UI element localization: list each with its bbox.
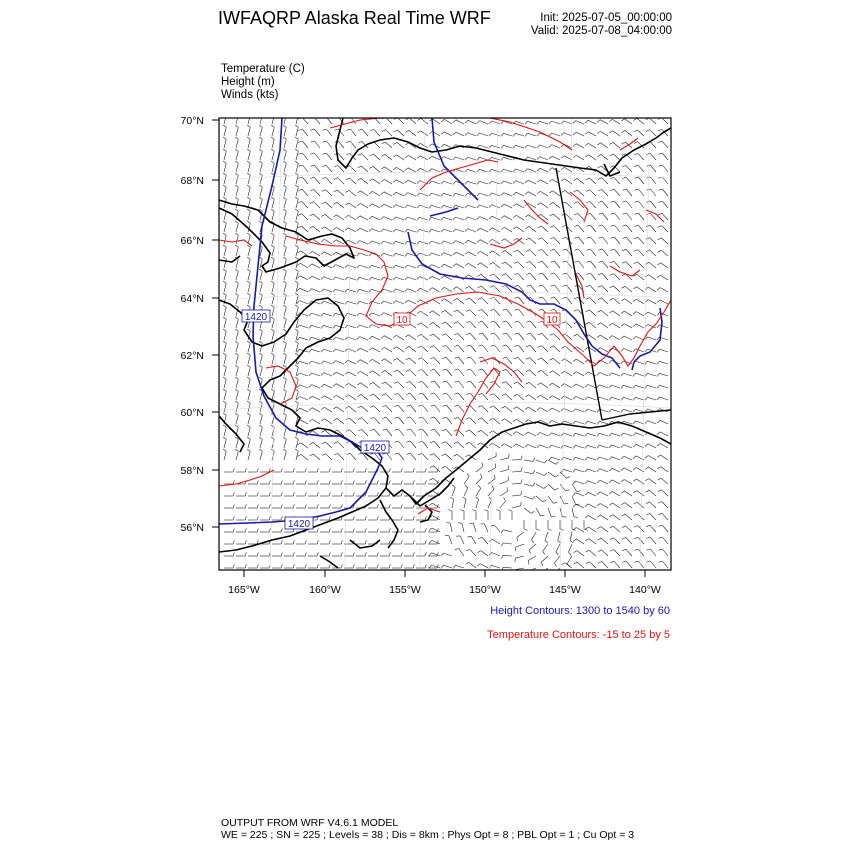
- lat-label: 64°N: [180, 293, 204, 305]
- lat-label: 66°N: [180, 235, 204, 247]
- height-contour-label: [242, 310, 270, 323]
- height-contour-label: [285, 517, 313, 530]
- lat-label: 70°N: [180, 115, 204, 127]
- init-time: Init: 2025-07-05_00:00:00: [540, 12, 672, 24]
- height-contour-legend: Height Contours: 1300 to 1540 by 60: [490, 605, 670, 617]
- longitude-axis: [244, 570, 645, 577]
- lon-label: 150°W: [469, 584, 501, 596]
- height-contour-label: [361, 441, 389, 454]
- svg-text:1420: 1420: [287, 519, 311, 530]
- temperature-contour-legend: Temperature Contours: -15 to 25 by 5: [487, 629, 670, 641]
- lat-label: 62°N: [180, 350, 204, 362]
- lon-label: 145°W: [549, 584, 581, 596]
- map-frame: [219, 118, 671, 570]
- latitude-axis: [212, 120, 219, 527]
- field-height: Height (m): [221, 76, 275, 88]
- map-title: IWFAQRP Alaska Real Time WRF: [218, 8, 491, 28]
- coastline: [219, 118, 671, 568]
- international-border: [556, 168, 671, 420]
- lon-label: 140°W: [629, 584, 661, 596]
- lon-label: 160°W: [309, 584, 341, 596]
- lat-label: 68°N: [180, 175, 204, 187]
- temperature-contour-label: [544, 313, 560, 326]
- temperature-contour-label: [394, 313, 410, 326]
- svg-text:1420: 1420: [244, 312, 268, 323]
- graticule: [219, 118, 671, 570]
- lat-label: 58°N: [180, 465, 204, 477]
- lon-label: 155°W: [389, 584, 421, 596]
- model-version: OUTPUT FROM WRF V4.6.1 MODEL: [221, 817, 399, 829]
- lat-label: 56°N: [180, 522, 204, 534]
- model-settings: WE = 225 ; SN = 225 ; Levels = 38 ; Dis = 8km ; Phys Opt = 8 ; PBL Opt = 1 ; Cu Opt = 3: [221, 829, 635, 841]
- svg-text:10: 10: [546, 315, 558, 326]
- field-temperature: Temperature (C): [221, 63, 305, 75]
- wind-barbs: [223, 113, 668, 578]
- valid-time: Valid: 2025-07-08_04:00:00: [530, 25, 672, 37]
- lat-label: 60°N: [180, 407, 204, 419]
- svg-text:1420: 1420: [363, 443, 387, 454]
- lon-label: 165°W: [228, 584, 260, 596]
- svg-text:10: 10: [396, 315, 408, 326]
- model-info: [221, 817, 634, 841]
- field-winds: Winds (kts): [221, 89, 279, 101]
